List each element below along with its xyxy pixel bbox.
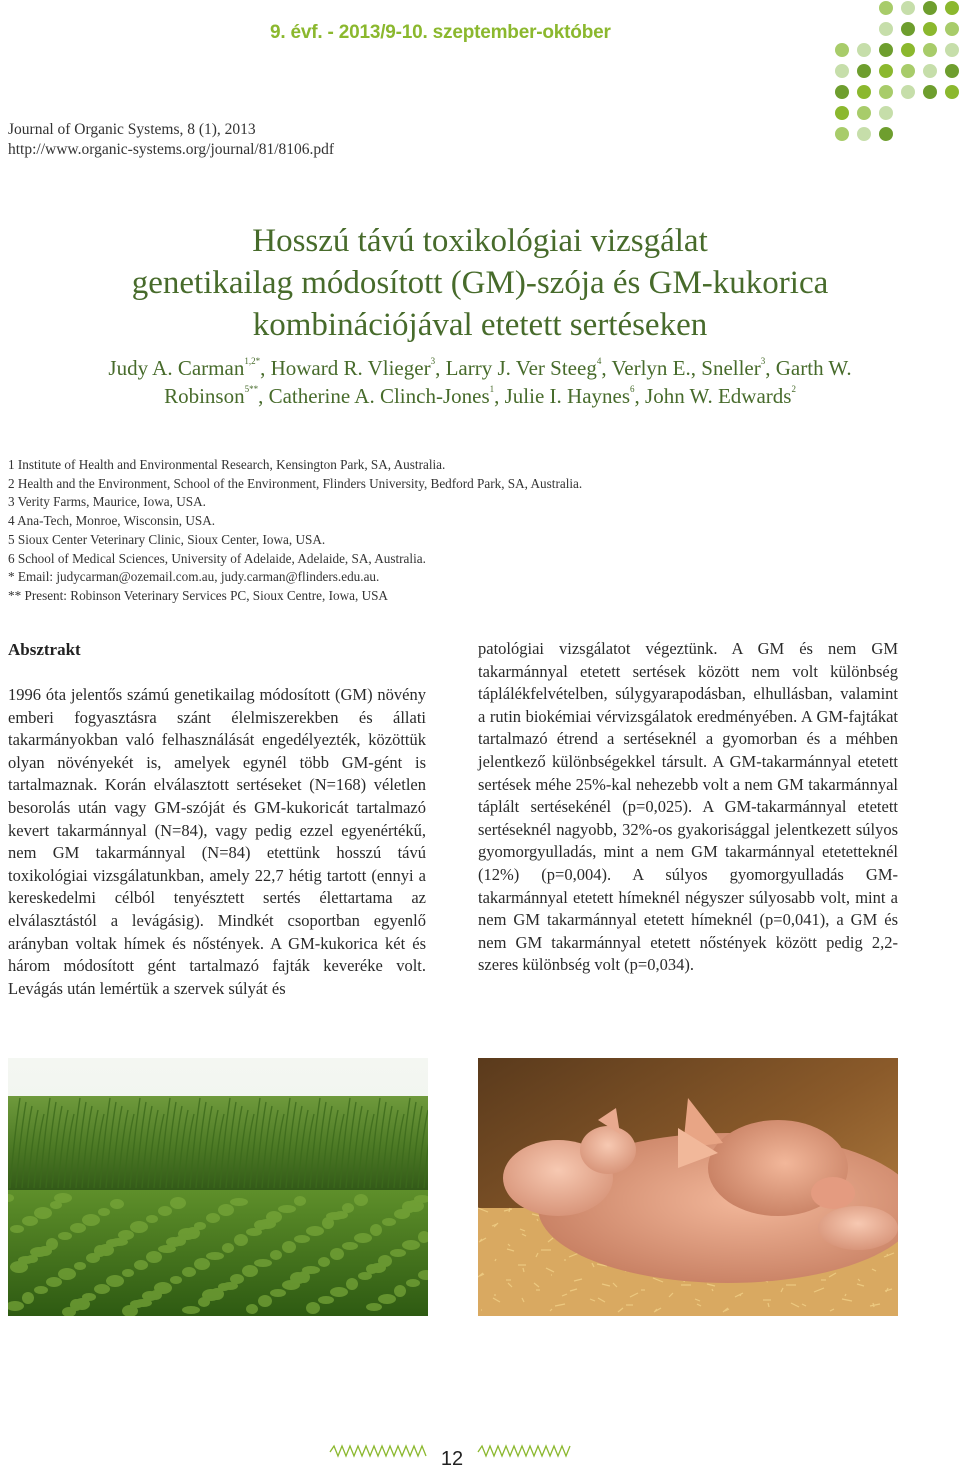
decorative-dot	[879, 127, 893, 141]
soy-leaf	[254, 1220, 268, 1230]
soy-leaf	[94, 1245, 106, 1257]
soy-leaf	[194, 1222, 206, 1230]
soy-leaf	[146, 1251, 162, 1263]
soy-leaf	[366, 1264, 378, 1274]
soy-leaf	[10, 1225, 24, 1233]
decorative-dot	[835, 127, 849, 141]
affiliation-list	[8, 456, 582, 606]
author-affiliation-mark: 6	[630, 384, 635, 394]
soy-leaf	[166, 1237, 182, 1247]
author-name: , Catherine A. Clinch-Jones	[258, 384, 490, 408]
decorative-dot	[901, 43, 915, 57]
decorative-dot	[835, 64, 849, 78]
soy-leaf	[58, 1268, 76, 1280]
journal-citation	[8, 120, 334, 160]
soy-leaf	[82, 1214, 100, 1226]
soy-leaf	[70, 1299, 82, 1311]
soy-leaf	[206, 1213, 220, 1223]
affiliation-item: 1 Institute of Health and Environmental Research, Kensington Park, SA, Australia.	[8, 457, 446, 472]
soy-leaf	[318, 1257, 330, 1267]
decorative-dot	[879, 43, 893, 57]
soy-leaf	[282, 1241, 296, 1253]
soy-leaf	[370, 1224, 382, 1236]
soy-leaf	[182, 1267, 196, 1277]
soy-leaf	[294, 1235, 310, 1243]
decorative-dot	[923, 85, 937, 99]
soy-leaf	[270, 1250, 282, 1260]
journal-url: http://www.organic-systems.org/journal/81/8106.pdf	[8, 141, 335, 158]
author-name: , Garth W.	[765, 356, 852, 380]
soy-leaf	[354, 1194, 368, 1206]
footer-zigzag	[478, 1446, 570, 1456]
soy-leaf	[98, 1208, 110, 1216]
soy-leaf	[194, 1258, 210, 1270]
soy-leaf	[390, 1249, 406, 1257]
decorative-dot	[901, 64, 915, 78]
corn-soybean-field-photo	[8, 1058, 428, 1316]
soy-leaf	[122, 1269, 134, 1277]
soy-leaf	[146, 1215, 158, 1223]
affiliation-item: 4 Ana-Tech, Monroe, Wisconsin, USA.	[8, 513, 216, 529]
soy-leaf	[342, 1242, 358, 1250]
decorative-dot	[945, 22, 959, 36]
decorative-dot	[945, 64, 959, 78]
author-affiliation-mark: 5**	[244, 384, 259, 394]
decorative-dot	[945, 1, 959, 15]
soy-leaf	[46, 1238, 58, 1250]
title-line-3: kombinációjával etetett sertéseken	[252, 307, 708, 343]
soy-leaf	[106, 1275, 124, 1287]
author-affiliation-mark: 2	[791, 384, 796, 394]
author-affiliation-mark: 1	[489, 384, 495, 394]
soy-leaf	[406, 1279, 420, 1287]
decorative-dot	[857, 43, 871, 57]
decorative-dot	[835, 106, 849, 120]
soy-leaf	[218, 1283, 230, 1291]
author-name: , Howard R. Vlieger	[260, 356, 431, 380]
decorative-dot	[945, 85, 959, 99]
soy-leaf	[34, 1286, 48, 1294]
soy-leaf	[130, 1221, 148, 1233]
title-line-2: genetikailag módosított (GM)-szója és GM-kukorica	[131, 265, 829, 301]
soy-leaf	[218, 1204, 234, 1216]
author-line-1	[20, 354, 940, 382]
soy-leaf	[30, 1247, 48, 1257]
soy-leaf	[258, 1295, 272, 1307]
footer-zigzag	[330, 1446, 426, 1456]
soy-leaf	[82, 1293, 96, 1301]
decorative-dot	[879, 106, 893, 120]
soy-leaf	[294, 1196, 306, 1206]
decorative-dot	[879, 1, 893, 15]
soy-leaf	[178, 1228, 196, 1240]
soy-leaf	[402, 1201, 416, 1213]
decorative-dot	[901, 1, 915, 15]
soy-leaf	[222, 1243, 234, 1253]
soy-leaf	[70, 1223, 86, 1233]
author-line-2	[20, 382, 940, 410]
author-affiliation-mark: 3	[760, 356, 766, 366]
soy-leaf	[278, 1205, 296, 1213]
page-number: 12	[440, 1448, 464, 1470]
soy-leaf	[306, 1302, 320, 1314]
soy-leaf	[74, 1262, 86, 1270]
affiliation-item: 3 Verity Farms, Maurice, Iowa, USA.	[8, 494, 206, 510]
decorative-dot-pattern	[820, 0, 960, 160]
soy-leaf	[94, 1284, 110, 1294]
author-name: , Verlyn E., Sneller	[601, 356, 761, 380]
decorative-dot	[923, 1, 937, 15]
author-affiliation-mark: 1,2*	[244, 356, 261, 366]
decorative-dot	[923, 64, 937, 78]
title-line-1: Hosszú távú toxikológiai vizsgálat	[252, 223, 708, 259]
soy-leaf	[366, 1303, 382, 1311]
soy-leaf	[354, 1233, 372, 1243]
decorative-dot	[879, 22, 893, 36]
soy-leaf	[134, 1260, 148, 1270]
decorative-dot	[879, 85, 893, 99]
author-name: Robinson	[164, 384, 245, 408]
soy-leaf	[306, 1226, 324, 1236]
soy-leaf	[230, 1198, 248, 1206]
soy-leaf	[242, 1265, 258, 1277]
soy-leaf	[118, 1230, 134, 1240]
soy-leaf	[46, 1277, 62, 1287]
soy-leaf	[346, 1278, 358, 1290]
decorative-dot	[857, 106, 871, 120]
soy-leaf	[110, 1199, 124, 1209]
soy-leaf	[170, 1197, 186, 1209]
author-affiliation-mark: 4	[596, 356, 602, 366]
soy-leaf	[394, 1285, 406, 1297]
soy-leaf	[402, 1240, 420, 1250]
abstract-text-left: 1996 óta jelentős számú genetikailag módosított (GM) növény emberi fogyasztásra szánt élelmiszerekben és állati takarmányokban való felhasználását engedélyezték, közöttük olyan növényekét is, amelyek egynél több GM-gént is tartalmaznak. Korán elválasztott sertéseket (N=168) véletlen besorolás után vagy GM-szóját és GM-kukoricát tartalmazó kevert takarmánnyal (N=84), vagy pedig ezzel egyenértékű, nem GM takarmánnyal (N=84) etettünk hosszú távú toxikológiai vizsgálatunkban, amely 22,7 hétig tartott (ennyi a kereskedelmi célból tenyésztett sertés élettartama az elválasztástól a levágásig). Mindkét csoportban egyenlő arányban voltak hímek és nőstények. A GM-kukorica két és három módosított gént tartalmazó fajták keveréke volt. Levágás után lemértük a szervek súlyát és	[8, 685, 426, 998]
soy-leaf	[290, 1272, 306, 1284]
article-title	[20, 220, 940, 346]
decorative-dot	[879, 64, 893, 78]
author-list	[20, 354, 940, 410]
affiliation-item: * Email: judycarman@ozemail.com.au, judy.carman@flinders.edu.au.	[8, 569, 380, 585]
affiliation-item: 2 Health and the Environment, School of the Environment, Flinders University, Bedford Park, SA, Australia.	[8, 475, 583, 491]
soy-leaf	[34, 1207, 52, 1219]
soy-leaf	[206, 1252, 224, 1260]
soy-leaf	[22, 1292, 34, 1304]
field-illustration	[8, 1058, 428, 1316]
decorative-dot	[923, 43, 937, 57]
soy-leaf	[54, 1193, 72, 1203]
soy-leaf	[154, 1282, 172, 1294]
pigs-photo	[478, 1058, 898, 1316]
soy-leaf	[234, 1234, 248, 1246]
affiliation-item: ** Present: Robinson Veterinary Services PC, Sioux Centre, Iowa, USA	[8, 587, 388, 603]
soy-leaf	[342, 1203, 354, 1213]
decorative-dot	[945, 43, 959, 57]
soy-leaf	[170, 1276, 182, 1284]
decorative-dot	[923, 22, 937, 36]
pigs-illustration	[478, 1058, 898, 1316]
soy-leaf	[302, 1266, 320, 1274]
footer-ornament	[0, 1440, 960, 1470]
soy-leaf	[330, 1287, 348, 1297]
soy-leaf	[106, 1239, 120, 1247]
affiliation-item: 5 Sioux Center Veterinary Clinic, Sioux Center, Iowa, USA.	[8, 531, 326, 547]
soy-leaf	[378, 1294, 396, 1304]
decorative-dot	[835, 85, 849, 99]
soy-leaf	[326, 1212, 344, 1220]
decorative-dot	[857, 64, 871, 78]
soy-leaf	[254, 1259, 272, 1267]
decorative-dot	[901, 85, 915, 99]
author-name: , Julie I. Haynes	[494, 384, 631, 408]
soy-leaf	[182, 1306, 200, 1314]
decorative-dot	[835, 43, 849, 57]
soy-leaf	[130, 1300, 144, 1308]
journal-reference: Journal of Organic Systems, 8 (1), 2013	[8, 121, 256, 138]
soy-leaf	[158, 1206, 172, 1216]
soy-leaf	[230, 1274, 244, 1284]
soy-leaf	[318, 1296, 334, 1304]
soy-leaf	[266, 1211, 282, 1223]
soy-leaf	[22, 1216, 38, 1226]
abstract-text-right: patológiai vizsgálatot végeztünk. A GM és nem GM takarmánnyal etetett sertések között nem volt különbség táplálékfelvételben, súlygyarapodásban, elhullásban, valamint a rutin biokémiai vérvizsgálatok eredményében. A GM-fajtákat tartalmazó étrend a sertéseknél a gyomorban és a méhben jelentkező különbségekkel társult. A GM-takarmánnyal etetett sertések méhe 25%-kal nehezebb volt a nem GM takarmánnyal táplált sertésekénél (p=0,025). A GM-takarmánnyal etetett sertéseknél nagyobb, 32%-os gyakorisággal jelentkezett súlyos gyomorgyulladás, mint a nem GM takarmánnyal etetetteknél (12%) (p=0,004). A súlyos gyomorgyulladás GM-takarmánnyal etetett hímeknél négyszer súlyosabb volt, mint a nem GM takarmánnyal etetett hímeknél (p=0,041), a GM és nem GM takarmánnyal etetett nőstények között pedig 2,2-szeres különbség volt (p=0,034).	[478, 639, 898, 975]
soy-leaf	[202, 1289, 220, 1301]
soy-leaf	[378, 1255, 392, 1267]
decorative-dot	[857, 85, 871, 99]
issue-header: 9. évf. - 2013/9-10. szeptember-október	[270, 22, 611, 43]
soy-leaf	[142, 1291, 158, 1301]
soy-leaf	[270, 1289, 286, 1297]
author-name: Judy A. Carman	[108, 356, 245, 380]
soy-leaf	[330, 1248, 344, 1260]
soy-leaf	[246, 1304, 258, 1314]
abstract-heading: Absztrakt	[8, 640, 81, 659]
author-affiliation-mark: 3	[430, 356, 436, 366]
author-name: , Larry J. Ver Steeg	[435, 356, 597, 380]
author-name: , John W. Edwards	[634, 384, 792, 408]
decorative-dot	[901, 22, 915, 36]
soy-leaf	[382, 1218, 396, 1226]
affiliation-item: 6 School of Medical Sciences, University of Adelaide, Adelaide, SA, Australia.	[8, 550, 426, 566]
soy-leaf	[18, 1256, 34, 1264]
soy-leaf	[58, 1232, 72, 1240]
decorative-dot	[857, 127, 871, 141]
